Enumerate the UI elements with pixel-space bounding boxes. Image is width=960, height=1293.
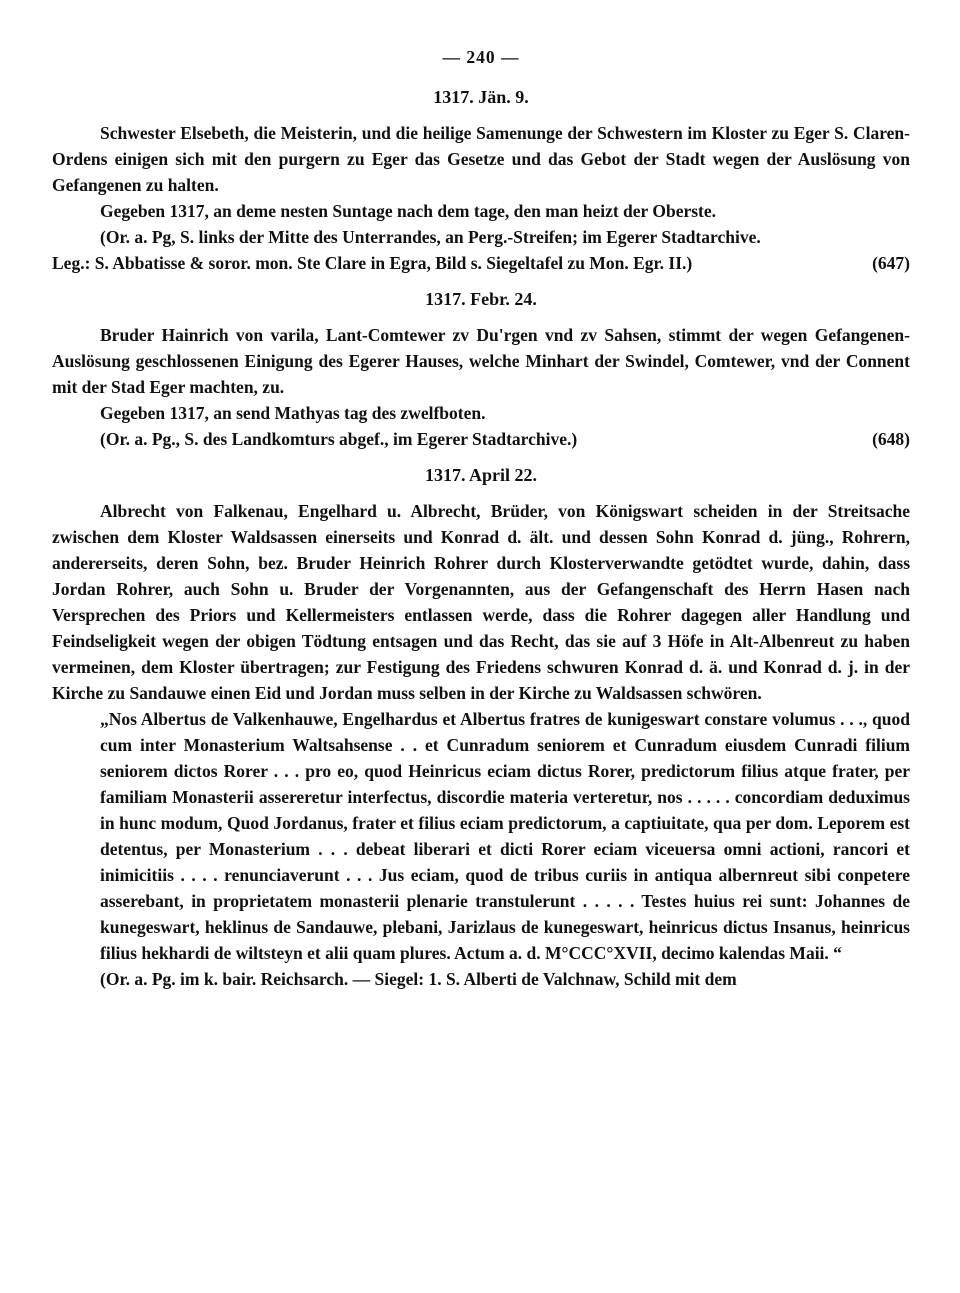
entry-source-note: (Or. a. Pg, S. links der Mitte des Unterrandes, an Perg.-Streifen; im Egerer Stadtarchive.: [100, 227, 761, 247]
entry-source-note: (Or. a. Pg. im k. bair. Reichsarch. — Siegel: 1. S. Alberti de Valchnaw, Schild mit dem: [100, 969, 737, 989]
entry-summary: Bruder Hainrich von varila, Lant-Comtewer zv Du'rgen vnd zv Sahsen, stimmt der wegen Gefangenen-Auslösung geschlossenen Einigung des Egerer Hauses, welche Minhart der Swindel, Comtewer, vnd der Connent mit der Stad Eger machten, zu.: [52, 325, 910, 397]
page-number: — 240 —: [442, 47, 520, 67]
entry-charter-text: „Nos Albertus de Valkenhauwe, Engelhardus et Albertus fratres de kunigeswart constare volumus . . ., quod cum inter Monasterium Waltsahsense . . et Cunradum seniorem et Cunradum eiusdem Cunradi filium seniorem dictos Rorer . . . pro eo, quod Heinricus eciam dictus Rorer, predictorum filius atque frater, per familiam Monasterii assereretur interfectus, discordie materia verteretur, nos . . . . . concordiam deduximus in hunc modum, Quod Jordanus, frater et filius eciam predictorum, a captiuitate, qua per dom. Leporem est detentus, per Monasterium . . . debeat liberari et dicti Rorer eciam viceuersa omni actioni, rancori et inimicitiis . . . . renunciaverunt . . . Jus eciam, quod de tribus curiis in antiqua albernreut sibi conpetere asserebant, in proprietatem monasterii plenarie transtulerunt . . . . . Testes huius rei sunt: Johannes de kunegeswart, heklinus de Sandauwe, plebani, Jarizlaus de kunegeswart, heinricus dictus Insanus, heinricus filius hekhardi de wiltsteyn et alii quam plures. Actum a. d. M°CCC°XVII, decimo kalendas Maii. “: [100, 709, 910, 963]
entry-number: (648): [872, 429, 910, 449]
entry-summary: Schwester Elsebeth, die Meisterin, und die heilige Samenunge der Schwestern im Kloster zu Eger S. Claren-Ordens einigen sich mit den purgern zu Eger das Gesetze und das Gebot der Stadt wegen der Auslösung von Gefangenen zu halten.: [52, 123, 910, 195]
entry-date: 1317. Febr. 24.: [425, 289, 537, 309]
entry-647: [52, 84, 910, 276]
entry-note-row: [52, 250, 910, 276]
entry-649: [52, 462, 910, 992]
entry-dating: Gegeben 1317, an send Mathyas tag des zwelfboten.: [100, 403, 486, 423]
entry-note-row: [52, 426, 910, 452]
entry-date: 1317. Jän. 9.: [433, 87, 529, 107]
entry-648: [52, 286, 910, 452]
entry-number: (647): [872, 253, 910, 273]
entry-summary: Albrecht von Falkenau, Engelhard u. Albrecht, Brüder, von Königswart scheiden in der Streitsache zwischen dem Kloster Waldsassen einerseits und Konrad d. ält. und dessen Sohn Konrad d. jüng., Rohrern, andererseits, deren Sohn, bez. Bruder Heinrich Rohrer durch Klosterverwandte getödtet wurde, dahin, dass Jordan Rohrer, auch Sohn u. Bruder der Vorgenannten, aus der Gefangenschaft des Herrn Hasen nach Versprechen des Priors und Kellermeisters entlassen werde, dass die Rohrer dagegen aller Handlung und Feindseligkeit wegen der obigen Tödtung entsagen und das Recht, das sie auf 3 Höfe in Alt-Albenreut zu haben vermeinen, dem Kloster übertragen; zur Festigung des Friedens schwuren Konrad d. ä. und Konrad d. j. in der Kirche zu Sandauwe einen Eid und Jordan muss selben in der Kirche zu Waldsassen schwören.: [52, 501, 910, 703]
entry-dating: Gegeben 1317, an deme nesten Suntage nach dem tage, den man heizt der Oberste.: [100, 201, 717, 221]
document-page: [52, 44, 910, 992]
entry-note-line: Leg.: S. Abbatisse & soror. mon. Ste Clare in Egra, Bild s. Siegeltafel zu Mon. Egr. II.): [52, 253, 693, 273]
entry-note-line: (Or. a. Pg., S. des Landkomturs abgef., im Egerer Stadtarchive.): [100, 429, 578, 449]
entry-date: 1317. April 22.: [424, 465, 537, 485]
